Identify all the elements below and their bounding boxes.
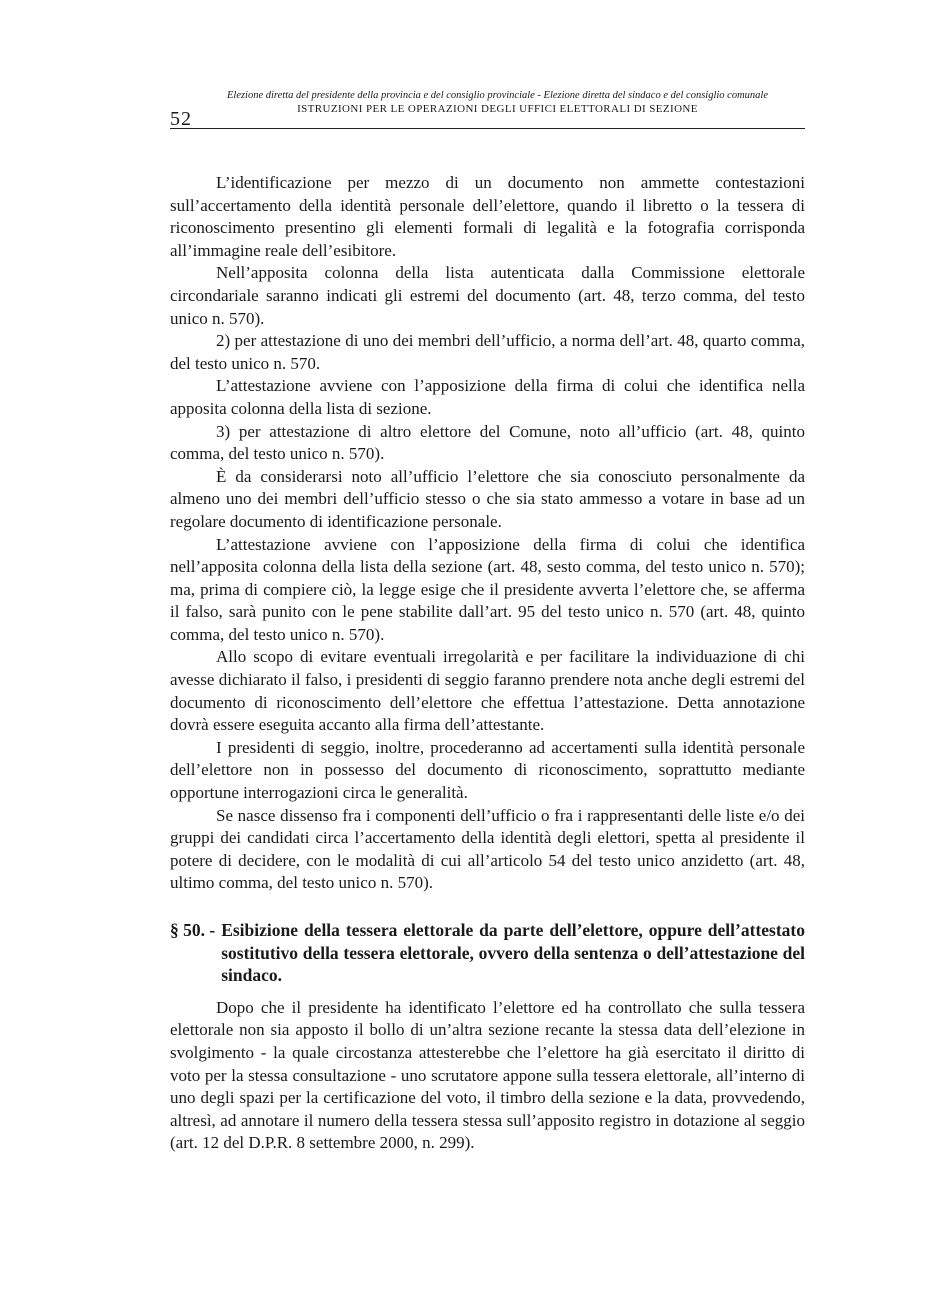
running-header bbox=[170, 90, 805, 130]
section-heading bbox=[170, 919, 805, 987]
paragraph: L’attestazione avviene con l’apposizione della firma di colui che identifica nella apposita colonna della lista di sezione. bbox=[170, 376, 805, 418]
page-number: 52 bbox=[170, 108, 192, 130]
paragraph: L’identificazione per mezzo di un documento non ammette contestazioni sull’accertamento della identità personale dell’elettore, quando il libretto o la tessera di riconoscimento presentino gli elementi formali di legalità e la fotografia corrisponda all’immagine reale dell’esibitore. bbox=[170, 173, 805, 260]
section-title: Esibizione della tessera elettorale da parte dell’elettore, oppure dell’attestato sostitutivo della tessera elettorale, ovvero della sentenza o dell’attestazione del sindaco. bbox=[221, 920, 805, 986]
paragraph: Nell’apposita colonna della lista autenticata dalla Commissione elettorale circondariale saranno indicati gli estremi del documento (art. 48, terzo comma, del testo unico n. 570). bbox=[170, 263, 805, 328]
body-text bbox=[170, 172, 805, 1155]
paragraph: Allo scopo di evitare eventuali irregolarità e per facilitare la individuazione di chi avesse dichiarato il falso, i presidenti di seggio faranno prendere nota anche degli estremi del documento di riconoscimento dell’elettore che effettua l’attestazione. Detta annotazione dovrà essere eseguita accanto alla firma dell’attestante. bbox=[170, 647, 805, 735]
paragraph: Se nasce dissenso fra i componenti dell’ufficio o fra i rappresentanti delle liste e/o dei gruppi dei candidati circa l’accertamento della identità degli elettori, spetta al presidente il potere di decidere, con le modalità di cui all’articolo 54 del testo unico anzidetto (art. 48, ultimo comma, del testo unico n. 570). bbox=[170, 805, 805, 893]
paragraph: L’attestazione avviene con l’apposizione della firma di colui che identifica nell’apposita colonna della lista della sezione (art. 48, sesto comma, del testo unico n. 570); ma, prima di compiere ciò, la legge esige che il presidente avverta l’elettore che, se afferma il falso, sarà punito con le pene stabilite dall’art. 95 del testo unico n. 570 (art. 48, quinto comma, del testo unico n. 570). bbox=[170, 534, 805, 644]
header-subtitle-line: ISTRUZIONI PER LE OPERAZIONI DEGLI UFFICI ELETTORALI DI SEZIONE bbox=[297, 103, 698, 115]
paragraph: È da considerarsi noto all’ufficio l’elettore che sia conosciuto personalmente da almeno uno dei membri dell’ufficio stesso o che sia stato ammesso a votare in base ad un regolare documento di identificazione personale. bbox=[170, 466, 805, 531]
paragraph: 3) per attestazione di altro elettore del Comune, noto all’ufficio (art. 48, quinto comma, del testo unico n. 570). bbox=[170, 421, 805, 464]
section-paragraph: Dopo che il presidente ha identificato l’elettore ed ha controllato che sulla tessera elettorale non sia apposto il bollo di un’altra sezione recante la stessa data dell’elezione in svolgimento - la quale circostanza attesterebbe che l’elettore ha già esercitato il diritto di voto per la stessa consultazione - uno scrutatore appone sulla tessera elettorale, all’interno di uno degli spazi per la certificazione del voto, il timbro della sezione e la data, provvedendo, altresì, ad annotare il numero della tessera stessa sull’apposito registro in dotazione al seggio (art. 12 del D.P.R. 8 settembre 2000, n. 299). bbox=[170, 997, 805, 1153]
header-title-line: Elezione diretta del presidente della provincia e del consiglio provinciale - Elezione diretta del sindaco e del consiglio comunale bbox=[226, 90, 768, 101]
paragraph: 2) per attestazione di uno dei membri dell’ufficio, a norma dell’art. 48, quarto comma, del testo unico n. 570. bbox=[170, 331, 805, 373]
section-number: § 50. - bbox=[170, 920, 216, 940]
header-rule bbox=[170, 128, 805, 129]
paragraph: I presidenti di seggio, inoltre, procederanno ad accertamenti sulla identità personale dell’elettore non in possesso del documento di riconoscimento, soprattutto mediante opportune interrogazioni circa le generalità. bbox=[170, 737, 805, 803]
